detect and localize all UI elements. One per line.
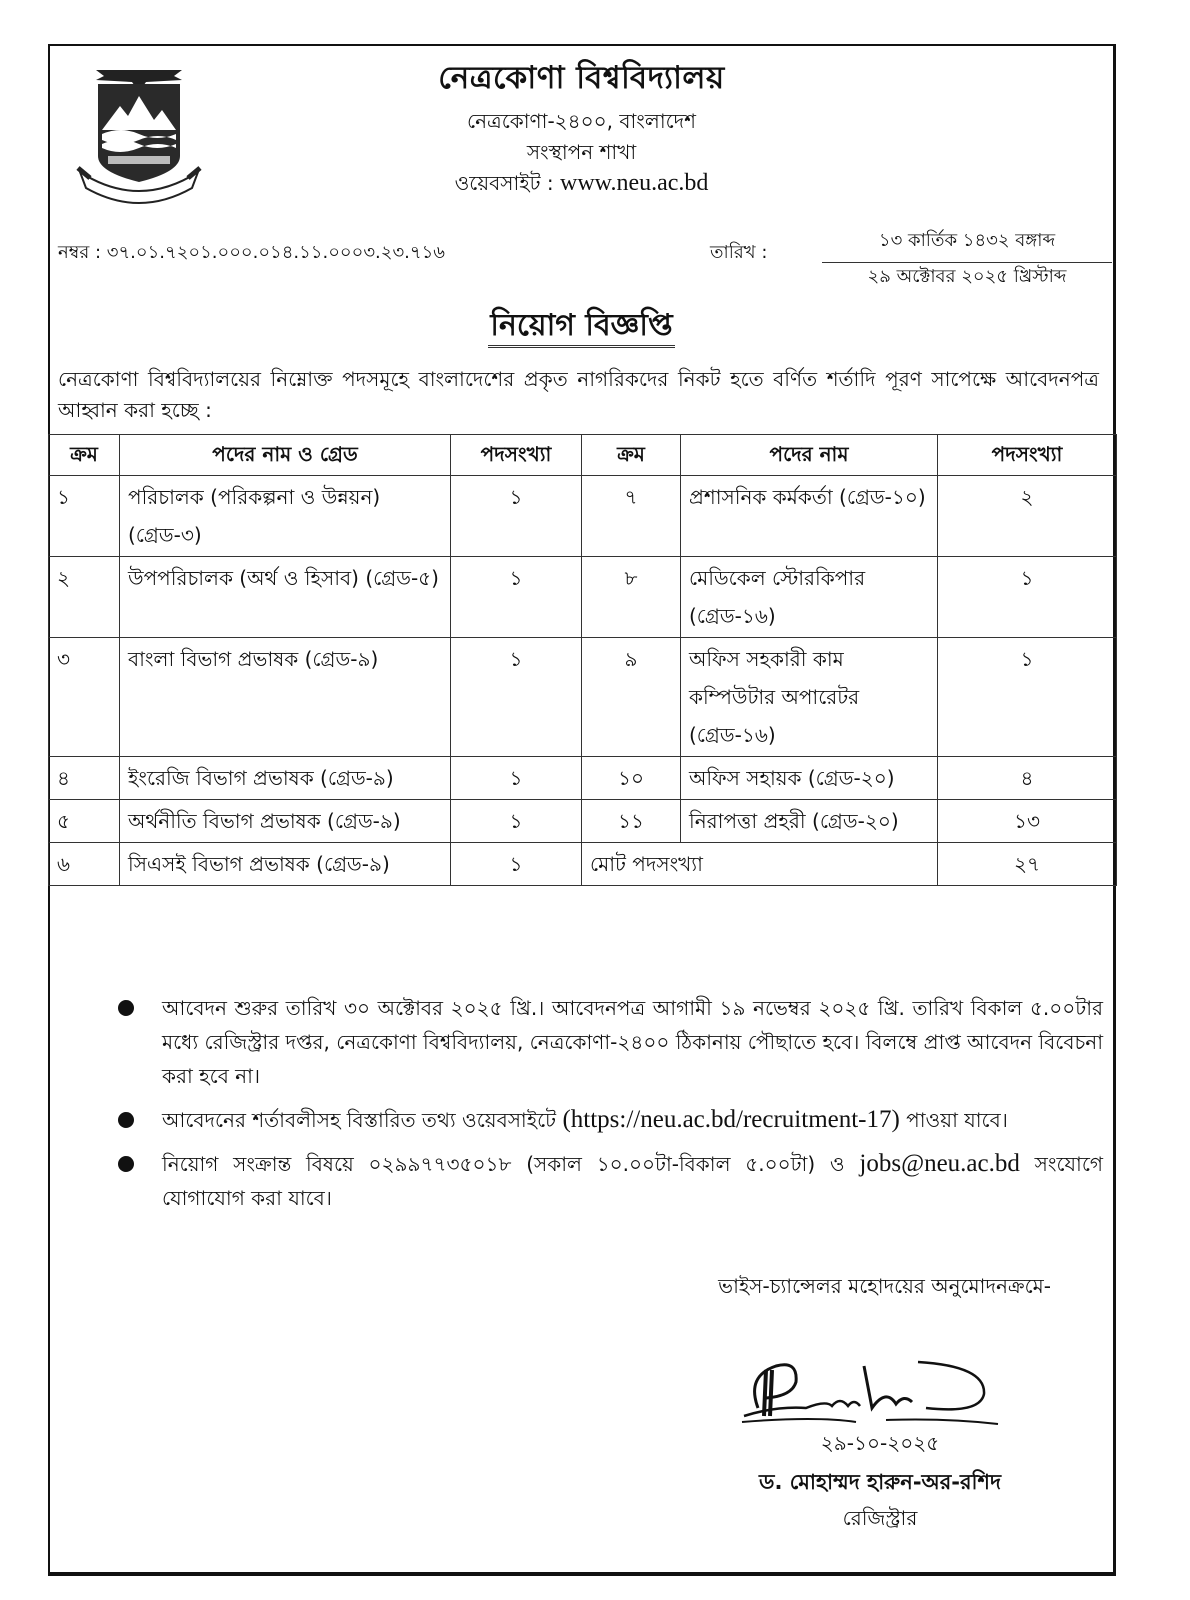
- instruction-text: আবেদন শুরুর তারিখ ৩০ অক্টোবর ২০২৫ খ্রি.। আবেদনপত্র আগামী ১৯ নভেম্বর ২০২৫ খ্রি. তারিখ বিকাল ৫.০০টার মধ্যে রেজিস্ট্রার দপ্তর, নেত্রকোণা বিশ্ববিদ্যালয়, নেত্রকোণা-২৪০০ ঠিকানায় পৌছাতে হবে। বিলম্বে প্রাপ্ত আবেদন বিবেচনা করা হবে না।: [162, 996, 1104, 1088]
- count-left: ১: [451, 757, 582, 800]
- count-left: ১: [451, 638, 582, 757]
- university-address: নেত্রকোণা-২৪০০, বাংলাদেশ: [466, 109, 696, 133]
- instruction-item: [110, 1147, 1103, 1215]
- serial-left: ২: [49, 557, 120, 638]
- post-name-left: সিএসই বিভাগ প্রভাষক (গ্রেড-৯): [120, 843, 451, 886]
- table-row-total: [49, 843, 1117, 886]
- header-serial-right: ক্রম: [582, 435, 681, 476]
- table-row: [49, 800, 1117, 843]
- total-label: মোট পদসংখ্যা: [582, 843, 938, 886]
- bullet-icon: [118, 1156, 134, 1172]
- website-link[interactable]: www.neu.ac.bd: [560, 170, 709, 196]
- intro-paragraph: নেত্রকোণা বিশ্ববিদ্যালয়ের নিম্নোক্ত পদসমূহে বাংলাদেশের প্রকৃত নাগরিকদের নিকট হতে বর্ণিত শর্তাদি পূরণ সাপেক্ষে আবেদনপত্র আহ্বান করা হচ্ছে :: [58, 367, 1099, 422]
- post-name-left: ইংরেজি বিভাগ প্রভাষক (গ্রেড-৯): [120, 757, 451, 800]
- count-right: ১৩: [938, 800, 1117, 843]
- instruction-text: সংযোগে যোগাযোগ করা যাবে।: [162, 1152, 1103, 1210]
- instruction-text: পাওয়া যাবে।: [899, 1108, 1008, 1132]
- header-count-left: পদসংখ্যা: [451, 435, 582, 476]
- count-right: ১: [938, 638, 1117, 757]
- date-bangla: ১৩ কার্তিক ১৪৩২ বঙ্গাব্দ: [822, 226, 1112, 263]
- notice-title-text: নিয়োগ বিজ্ঞপ্তি: [488, 308, 674, 348]
- instructions-list: [110, 991, 1103, 1225]
- letterhead: [50, 52, 1113, 199]
- header-serial-left: ক্রম: [49, 435, 120, 476]
- count-right: ১: [938, 557, 1117, 638]
- header-count-right: পদসংখ্যা: [938, 435, 1117, 476]
- table-row: [49, 476, 1117, 557]
- post-name-right: অফিস সহায়ক (গ্রেড-২০): [681, 757, 938, 800]
- serial-right: ৮: [582, 557, 681, 638]
- count-left: ১: [451, 800, 582, 843]
- instruction-text: আবেদনের শর্তাবলীসহ বিস্তারিত তথ্য ওয়েবসাইটে: [162, 1108, 563, 1132]
- total-count: ২৭: [938, 843, 1117, 886]
- post-name-left: বাংলা বিভাগ প্রভাষক (গ্রেড-৯): [120, 638, 451, 757]
- signature-icon: [736, 1336, 1006, 1436]
- bullet-icon: [118, 1112, 134, 1128]
- count-left: ১: [451, 557, 582, 638]
- post-name-right: অফিস সহকারী কাম কম্পিউটার অপারেটর (গ্রেড-১৬): [681, 638, 938, 757]
- serial-left: ১: [49, 476, 120, 557]
- instruction-item: [110, 1103, 1103, 1137]
- header-post-name-grade: পদের নাম ও গ্রেড: [120, 435, 451, 476]
- memo-value: ৩৭.০১.৭২০১.০০০.০১৪.১১.০০০৩.২৩.৭১৬: [106, 242, 445, 263]
- signature-date: ২৯-১০-২০২৫: [820, 1431, 940, 1455]
- count-left: ১: [451, 476, 582, 557]
- contact-email-link[interactable]: jobs@neu.ac.bd: [859, 1150, 1020, 1177]
- serial-left: ৬: [49, 843, 120, 886]
- count-left: ১: [451, 843, 582, 886]
- section-name: সংস্থাপন শাখা: [526, 140, 637, 164]
- count-right: ৪: [938, 757, 1117, 800]
- serial-right: ৭: [582, 476, 681, 557]
- table-row: [49, 557, 1117, 638]
- table-row: [49, 638, 1117, 757]
- post-name-left: পরিচালক (পরিকল্পনা ও উন্নয়ন) (গ্রেড-৩): [120, 476, 451, 557]
- count-right: ২: [938, 476, 1117, 557]
- memo-number: [58, 238, 445, 269]
- serial-right: ১০: [582, 757, 681, 800]
- serial-left: ৩: [49, 638, 120, 757]
- serial-right: ৯: [582, 638, 681, 757]
- signatory-designation: রেজিস্ট্রার: [842, 1506, 918, 1530]
- header-post-name: পদের নাম: [681, 435, 938, 476]
- post-name-right: মেডিকেল স্টোরকিপার (গ্রেড-১৬): [681, 557, 938, 638]
- posts-table: [48, 434, 1117, 886]
- notice-title: [50, 301, 1113, 352]
- post-name-right: প্রশাসনিক কর্মকর্তা (গ্রেড-১০): [681, 476, 938, 557]
- serial-left: ৪: [49, 757, 120, 800]
- date-label: তারিখ :: [710, 242, 768, 263]
- date-gregorian: ২৯ অক্টোবর ২০২৫ খ্রিস্টাব্দ: [867, 266, 1067, 287]
- recruitment-link[interactable]: (https://neu.ac.bd/recruitment-17): [562, 1106, 900, 1133]
- memo-label: নম্বর :: [58, 242, 107, 263]
- table-row: [49, 757, 1117, 800]
- table-header-row: [49, 435, 1117, 476]
- website-line: [50, 168, 1113, 199]
- serial-left: ৫: [49, 800, 120, 843]
- instruction-text: নিয়োগ সংক্রান্ত বিষয়ে ০২৯৯৭৭৩৫০১৮ (সকাল ১০.০০টা-বিকাল ৫.০০টা) ও: [162, 1152, 860, 1176]
- serial-right: ১১: [582, 800, 681, 843]
- university-name: নেত্রকোণা বিশ্ববিদ্যালয়: [438, 60, 725, 96]
- instruction-item: [110, 991, 1103, 1093]
- signatory-name: ড. মোহাম্মদ হারুন-অর-রশিদ: [758, 1470, 1002, 1494]
- approval-line: ভাইস-চ্যান্সেলর মহোদয়ের অনুমোদনক্রমে-: [718, 1274, 1051, 1298]
- post-name-left: অর্থনীতি বিভাগ প্রভাষক (গ্রেড-৯): [120, 800, 451, 843]
- post-name-right: নিরাপত্তা প্রহরী (গ্রেড-২০): [681, 800, 938, 843]
- notice-page: [48, 44, 1116, 1576]
- website-label: ওয়েবসাইট :: [454, 171, 561, 195]
- post-name-left: উপপরিচালক (অর্থ ও হিসাব) (গ্রেড-৫): [120, 557, 451, 638]
- bullet-icon: [118, 1000, 134, 1016]
